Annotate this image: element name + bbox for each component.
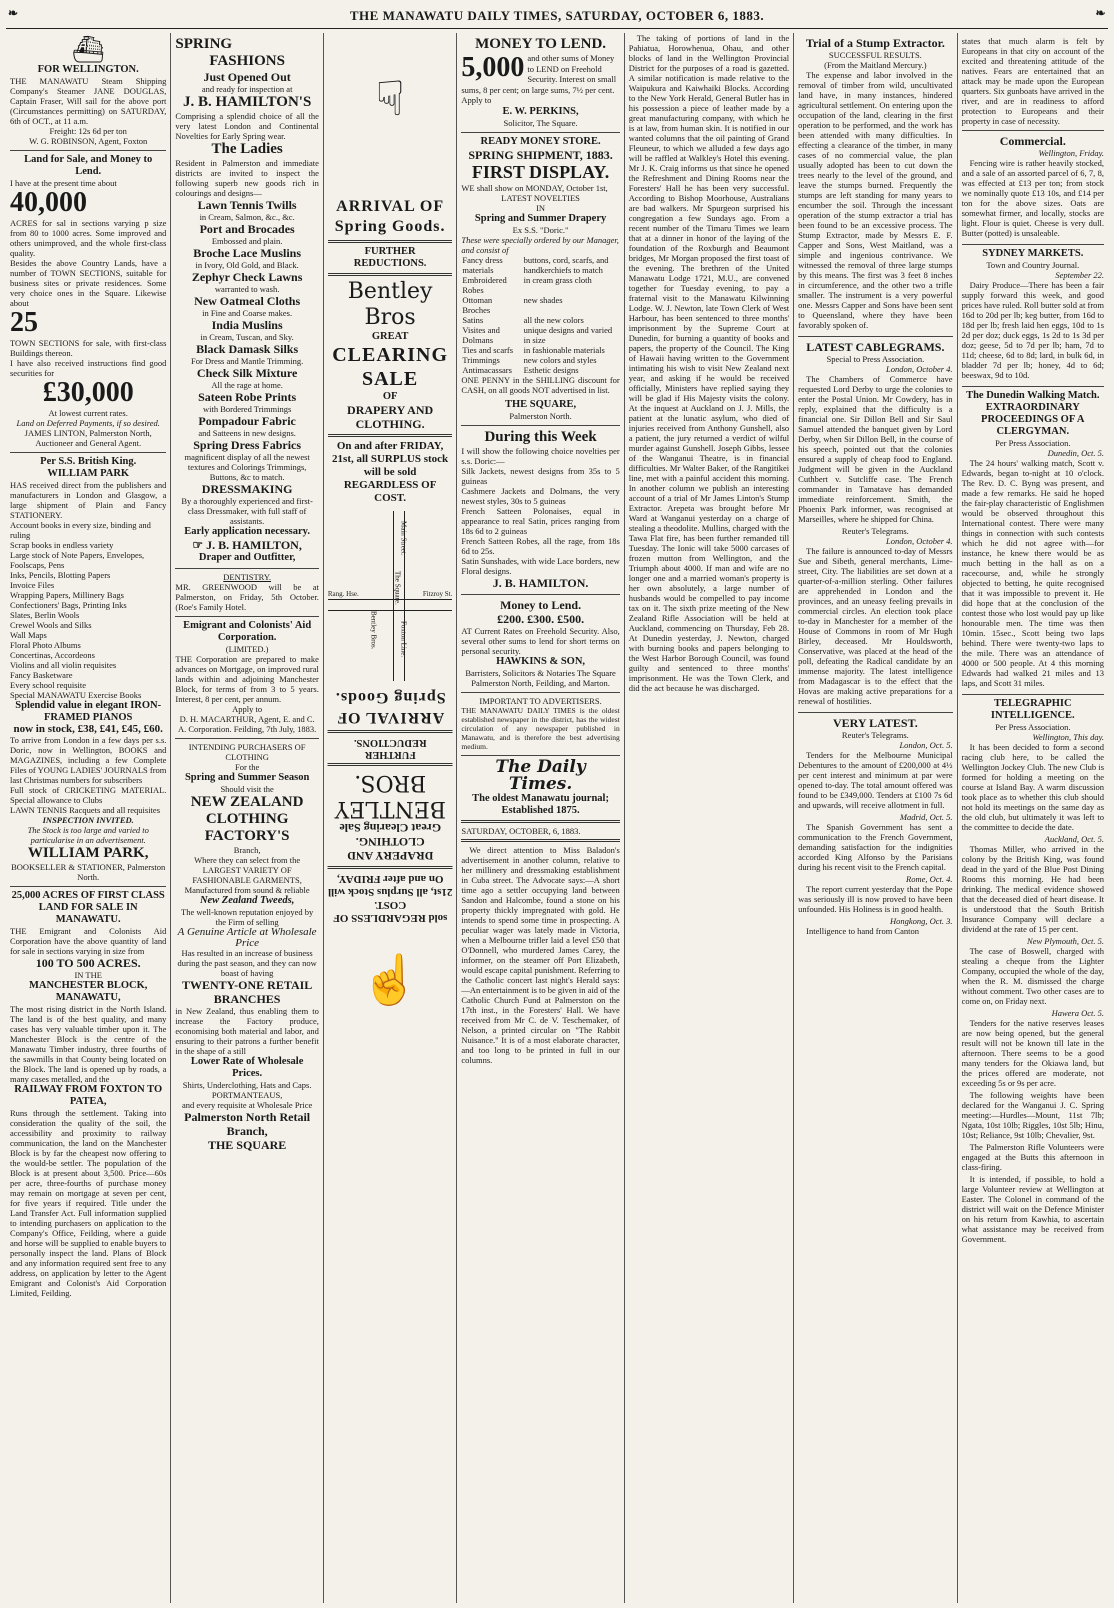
- freight: Freight: 12s 6d per ton: [49, 126, 127, 136]
- during-heading: During this Week: [484, 428, 597, 445]
- goods-name: Spring Dress Fabrics: [193, 438, 302, 452]
- map-label-foxton: Foxton Line.: [399, 621, 408, 658]
- hamilton-text: Comprising a splendid choice of all the very latest London and Continental Novelties for Early Spring wear.: [175, 111, 319, 141]
- comm-date: Wellington, Friday.: [1038, 148, 1105, 158]
- limited: (LIMITED.): [225, 644, 269, 654]
- drapery: DRAPERY AND: [347, 403, 434, 417]
- table-row: Satins all the new colors: [462, 314, 584, 325]
- columns: [6, 33, 1108, 1603]
- funds-figure: £30,000: [42, 377, 134, 408]
- perkins-money-ad: [461, 33, 619, 133]
- vl-rome: Rome, Oct. 4.: [906, 874, 953, 884]
- of: OF: [382, 391, 398, 402]
- land-intro: I have at the present time about: [10, 178, 117, 188]
- block-acres: 100 TO 500 ACRES.: [35, 955, 141, 970]
- town-sections: TOWN SECTIONS for sale, with first-class Buildings thereon.: [10, 338, 167, 358]
- should-visit: Should visit the: [220, 784, 274, 794]
- column-5: [625, 33, 794, 1603]
- goods-name: Sateen Robe Prints: [198, 390, 297, 404]
- pianos-prices: now in stock, £38, £41, £45, £60.: [13, 723, 163, 735]
- apply: Apply to: [232, 704, 263, 714]
- sydney-markets: [962, 245, 1104, 387]
- tele-date: Wellington, This day.: [1032, 732, 1105, 742]
- great: GREAT: [371, 331, 409, 342]
- cablegrams: [798, 337, 952, 713]
- ply-text: The case of Boswell, charged with stealing a cheque from the Lighter Company, occupied the whole of the day, when the R. M. dismissed the charge without comment. Two other cases are to come on, on Friday next.: [961, 946, 1105, 1006]
- ship-text: THE MANAWATU Steam Shipping Company's Steamer JANE DOUGLAS, Captain Fraser, Will sail for the above port (Circumstances permitting) on SATURDAY, 6th of OCT., at 11 a.m.: [10, 76, 167, 126]
- masthead-right-mark: ❧: [1095, 6, 1106, 20]
- editorial-dateline: SATURDAY, OCTOBER, 6, 1883.: [461, 825, 581, 836]
- dressmaking-heading: DRESSMAKING: [201, 482, 293, 496]
- vl-rome-text: The report current yesterday that the Pope was seriously ill is now proved to have been unfounded. His Holiness is in good health.: [798, 884, 953, 914]
- steamship-icon: ⛴: [71, 35, 105, 64]
- latest: LATEST NOVELTIES: [501, 192, 580, 203]
- the-square-heading: THE SQUARE,: [504, 398, 577, 410]
- in: IN: [536, 202, 546, 213]
- emigrant-text: THE Corporation are prepared to make advances on Mortgage, on improved rural lands within and adjoining Manchester Block, for terms of from 3 to 5 years. Interest, 8 per cent, per annum.: [175, 654, 319, 704]
- arrival-heading: ARRIVAL OF Spring Goods.: [334, 198, 446, 235]
- dentistry-ad: [175, 569, 318, 617]
- sale: SALE: [361, 368, 419, 390]
- hawkins-money-ad: [461, 595, 619, 693]
- manchester-block-ad: [10, 887, 166, 1302]
- table-row: Ottoman Broches new shades: [462, 294, 563, 315]
- list-item: Account books in every size, binding and ruling: [10, 520, 151, 540]
- list-item: Confectioners' Bags, Printing Inks: [10, 600, 127, 610]
- dress-text: By a thoroughly experienced and first-class Dressmaker, with full staff of assistants.: [181, 496, 313, 526]
- spring-heading: SPRING: [175, 36, 233, 52]
- perkins: E. W. PERKINS,: [502, 105, 579, 117]
- column-1: [6, 33, 171, 1603]
- acres-figure: 40,000: [10, 187, 87, 218]
- ship-ad: [10, 33, 166, 151]
- goods-desc: in Ivory, Old Gold, and Black.: [195, 260, 299, 270]
- table-row: Ties and scarfs in fashionable materials: [462, 344, 605, 355]
- reuters: Reuter's Telegrams.: [841, 526, 909, 536]
- branch: Branch,: [233, 845, 261, 855]
- money-heading: MONEY TO LEND.: [475, 36, 607, 52]
- further-reductions: FURTHER REDUCTIONS.: [353, 246, 427, 269]
- vl-madrid-text: The Spanish Government has sent a communication to the French Government, demanding satisfaction for the indignities accorded King Alfonso by the Parisians during his recent visit to the French capital.: [798, 822, 953, 872]
- hawkins-sub: Barristers, Solicitors & Notaries The Square Palmerston North, Feilding, and Marton.: [465, 667, 616, 688]
- important-heading: IMPORTANT TO ADVERTISERS.: [479, 695, 602, 706]
- stump-heading: Trial of a Stump Extractor.: [805, 36, 945, 50]
- just-opened: Just Opened Out: [203, 70, 291, 84]
- cables-date2: London, October 4.: [885, 536, 953, 546]
- first-display: FIRST DISPLAY.: [471, 161, 610, 182]
- cables-heading: LATEST CABLEGRAMS.: [806, 340, 945, 354]
- pn: Palmerston North.: [509, 410, 572, 421]
- block-in: IN THE: [74, 969, 102, 980]
- list-item: Fancy Basketware: [10, 670, 73, 680]
- cricket-text: Full stock of CRICKETING MATERIAL. Special allowance to Clubs: [10, 784, 167, 805]
- hawera-text: Tenders for the native reserves leases are now being opened, but the general result will not be known till late in the afternoon. There seems to be a good many tenders for the Okiawa land, but the prices offered are moderate, not exceeding 5s or 9s per acre.: [961, 1018, 1105, 1088]
- comm-text: Fencing wire is rather heavily stocked, and a sale of an assorted parcel of 6, 7, 8, was effected at £13 per ton; from stock we nominally quote £13 10s, and £14 per ton for the above sizes. Oats are somewhat firmer, and locally, stocks are light. Flour is quiet. Cheese is very dull. Butter (potted) is unsaleable.: [961, 158, 1105, 238]
- sydney-text: Dairy Produce—There has been a fair supply forward this week, and good prices have ruled. Roll butter sold at from 16d to 20d per lb; keg butter, from 16d to 18d per lb; fresh laid hen eggs, 10d to 1s 2d per doz; duck eggs, 1s 2d to 1s 3d per doz; geese, 5d to 7d per lb; ham, 7d to 11d; cheese, 6d to 8d; lard, in bulk 6d, in bladder 7d per lb; honey, 4d to 6d; beeswax, 9d to 10d.: [961, 280, 1105, 380]
- paper-title: The Daily Times.: [495, 756, 586, 794]
- street-map: [328, 511, 453, 681]
- goods-name: Port and Brocades: [199, 222, 295, 236]
- list-item: Inks, Pencils, Blotting Papers: [10, 570, 111, 580]
- railway: RAILWAY FROM FOXTON TO PATEA,: [14, 1083, 163, 1107]
- clearing: CLEARING: [332, 344, 449, 366]
- branches-text: in New Zealand, thus enabling them to increase the Factory produce, economising both material and labor, and ensuring to their patrons a further benefit in the shape of a still: [175, 1006, 319, 1057]
- funds-rate: At lowest current rates.: [48, 408, 128, 418]
- money-figure: 5,000: [461, 52, 525, 83]
- list-item: Large stock of Note Papers, Envelopes, Foolscaps, Pens: [10, 550, 145, 570]
- vl-date: London, Oct. 5.: [899, 740, 953, 750]
- auck-date: Auckland, Oct. 5.: [1044, 834, 1105, 844]
- tweeds: New Zealand Tweeds,: [199, 895, 295, 906]
- stump-text: The expense and labor involved in the removal of timber from wild, uncultivated land have, in many instances, hindered agricultural settlement. On entering upon the occupation of the land, clearing in the first operation to be performed, and the work has been attended with many difficulties. In effecting a clearance of the timber, in many cases of no commercial value, the plan usually adopted has been to cut down the trees nearly to the level of the ground, and leave the stumps burned. Frequently the stumps are left standing for many years to encumber the soil. Through the incessant operation of the stump extractor a trial has been found to be an excessive process. The Stump Extractor, made by Messrs E. F. Capper and Sons, West Maitland, was a simple and ingenious contrivance. We witnessed the removal of three large stumps by this means. The first was 3 feet 8 inches in circumference, and the other two a trifle smaller. The instrument is a very powerful one. Messrs Capper and Sons have been sent to Queensland, where they have been favorably spoken of.: [798, 70, 953, 330]
- list-item: Every school requisite: [10, 680, 87, 690]
- ladies-text: Resident in Palmerston and immediate districts are invited to inspect the following superb new goods rich in colourings and designs—: [175, 158, 319, 198]
- during-text: I will show the following choice novelties per s.s. Doric:—: [461, 445, 620, 466]
- vl-text: Tenders for the Melbourne Municipal Debentures to the amount of £200,000 at 4½ per cent interest and minimum at par were opened to-day. The total amount offered was found to be £349,000. Tenders at £100 7s 6d and upwards, will receive allotment in full.: [798, 750, 953, 810]
- list-item: Floral Photo Albums: [10, 640, 81, 650]
- list-item: Crewel Wools and Silks: [10, 620, 92, 630]
- cables-date1: London, October 4.: [885, 364, 953, 374]
- park-text: HAS received direct from the publishers and manufacturers in London and Glasgow, a large shipment of Plain and Fancy STATIONERY.: [10, 480, 167, 520]
- vl-reuters: Reuter's Telegrams.: [841, 730, 909, 740]
- goods-name: Pompadour Fabric: [198, 414, 296, 428]
- map-label-bentley: Bentley Bros.: [369, 611, 378, 650]
- selected: These were specially ordered by our Manager, and consist of: [461, 234, 619, 255]
- paper-sub: The oldest Manawatu journal; Established 1875.: [472, 792, 609, 816]
- amounts: £200. £300. £500.: [497, 611, 585, 626]
- flip-friday: On and after FRIDAY,: [336, 873, 444, 885]
- intending: INTENDING PURCHASERS OF CLOTHING: [188, 742, 306, 762]
- flip-arrival: ARRIVAL OF Spring Goods.: [334, 689, 446, 726]
- land-ad: [10, 151, 166, 453]
- editorial: [461, 756, 619, 1065]
- goods-name: India Muslins: [211, 318, 283, 332]
- bentley-bros: Bentley Bros: [347, 279, 433, 330]
- hawera-date: Hawera Oct. 5.: [1051, 1008, 1105, 1018]
- block-name: MANCHESTER BLOCK, MANAWATU,: [28, 979, 148, 1003]
- clothing-factory-ad: [175, 739, 318, 1156]
- dentist-text: MR. GREENWOOD will be at Palmerston, on Friday, 5th October. (Roe's Family Hotel.: [175, 582, 319, 612]
- stump-article: [798, 33, 952, 337]
- hawkins: HAWKINS & SON,: [496, 655, 586, 667]
- early-application: Early application necessary.: [184, 526, 310, 537]
- important-text: THE MANAWATU DAILY TIMES is the oldest established newspaper in the district, has the widest circulation of any newspaper published in Manawatu, and is therefore the best advertising medium.: [461, 705, 620, 751]
- pointing-hand-icon: ☞: [192, 538, 207, 552]
- railway-text: Runs through the settlement. Taking into consideration the quality of the soil, the accessibility and proximity to railway communication, the land on the Manchester Block is by far the cheapest now offering to the would-be settler. The population of the Block is at present about 3,500. Price—60s per acre, three-fourths of purchase money may remain on mortgage at seven per cent, for five years if required. Title under the Land Transfer Act. Full information supplied to intending purchasers on application to the Company's Office, Feilding, where a guide and horse will be supplied to enable buyers to personally inspect the land. Plans of Block and any information required sent free to any address, on application by letter to the Agent Emigrant and Colonist's Aid Corporation Limited, Feilding.: [10, 1107, 167, 1298]
- spring-drapery: Spring and Summer Drapery: [474, 212, 607, 224]
- flip-surplus: 21st, all Surplus Stock will: [327, 886, 453, 898]
- flip-cost: sold REGARDLESS OF COST.: [332, 899, 448, 924]
- rifle-text: The Palmerston Rifle Volunteers were engaged at the Butts this afternoon in class-firing.: [961, 1142, 1105, 1172]
- commercial: [962, 131, 1104, 245]
- canton-continued: [962, 33, 1104, 131]
- hamilton-name: J. B. HAMILTON'S: [182, 94, 312, 110]
- ship-heading: FOR WELLINGTON.: [37, 64, 139, 75]
- goods-name: Check Silk Mixture: [196, 366, 298, 380]
- column-2: [171, 33, 323, 1603]
- silk-jackets: Silk Jackets, newest designs from 35s to 5 guineas: [461, 465, 620, 486]
- emigrant-ad: [175, 617, 318, 739]
- during-week-ad: [461, 426, 619, 595]
- block-heading: 25,000 ACRES OF FIRST CLASS LAND FOR SALE IN MANAWATU.: [11, 889, 165, 925]
- map-cross-street: [328, 599, 453, 611]
- very-latest: [798, 713, 952, 936]
- walk-date: Dunedin, Oct. 5.: [1047, 448, 1105, 458]
- extra-heading: EXTRAORDINARY PROCEEDINGS OF A CLERGYMAN.: [981, 402, 1085, 437]
- goods-desc: For Dress and Mantle Trimming.: [191, 356, 304, 366]
- list-item: Wrapping Papers, Millinery Bags: [10, 590, 124, 600]
- money2-text: AT Current Rates on Freehold Security. Also, several other sums to lend for short terms on personal security.: [461, 625, 620, 656]
- walk-text: The 24 hours' walking match, Scott v. Edwards, began to-night at 10 o'clock. The Rev. D. C. Byng was present, and made a few remarks. He said he hoped the fair-play characteristic of Englishmen would be observed throughout this International contest. There were many things in connection with such contests which he did not agree with—for instance, he knew there would be as much betting in the hall as on a racecourse, and, while he strongly objected to betting, he quite recognised that it was impossible to prevent it. He did hope that at the conclusion of the contest those who lost would pay up like honourable men. The time was then 10min. 15sec., Scott being two laps behind. There were twenty-two laps to the mile. There was an attendance of 4000 or 500 people. At 4 this morning Edwards had walked 21 miles and 13 laps, and Scott 31 miles.: [961, 458, 1105, 688]
- local-news-text: The taking of portions of land in the Pahiatua, Horowhenua, Ohau, and other blocks of land in the Wellington Provincial District for the purposes of a road is gazetted. A similar notification is made relative to the Waipukura and Kaiwhaiki Blocks. According to the New York Herald, General Butler has in his possession a piece of leather made by a great manufacturing company, with which he is at law, from human skin. It is notified in our wanted columns that the oil painting of Grand Fleuneur, to which we alluded a few days ago will be raffled at Walkley's Hotel this evening. Mr J. K. Craig informs us that since he opened the Refreshment and Dining Rooms near the Foresters' Hall he has been very successful. According to Bishop Moorhouse, Australians are bad walkers. Mr Spurgeon surprised his congregation a few Sundays ago. From a recent number of the Timaru Times we learn that at a dinner in honor of the laying of the foundation of the Roxburgh and Beaumont bridges, Mr Morgan proposed the first toast of the evening. The brethren of the United Manawatu Lodge 1721, M.U., are convened together for Tuesday evening, to pay a fraternal visit to the Manawatu Kilwinning Lodge. W. J. Newton, late Town Clerk of West Harbour, has been sentenced to three months' imprisonment by the Supreme Court at Dunedin, for burning a quantity of books and papers, the property of the Council. The King of Hawaii having written to the Government intimating his wish to visit New Zealand next year, and asking if he would be received officially, Ministers have replied saying they will be glad if His Majesty visits the colony. At the inquest at Auckland on J. J. Mills, the patient at the lunatic asylum, who died of injuries received from Anthony Gunshell, also a patient, the jury returned a verdict of wilful murder against Gunshell. Joseph Gibbs, lessee of the Wanganui Theatre, is in financial difficulties. Mr Walter Baker, of the Rangitikei line, met with a painful accident this morning. In another column we publish an interesting account of a trial of Mr James Linton's Stump Extractor. Arepeta was brought before Mr Ward at Wanganui yesterday on a charge of stealing a theodolite. Mullins, charged with the Tawa Flat fire, has been further remanded till Tuesday. The Ionic will take 5000 carcases of frozen mutton from Wellington, and the Triumph about 4000. If man and wife are no longer one and a married woman's property is her own absolutely, a large number of husbands would be compelled to pay income tax on it. The sixth prize meeting of the New Zealand Rifle Association will be held at Auckland, commencing on Thursday, Feb 28. At Dunedin yesterday, J. Newton, charged with burning books and papers belonging to the West Harbor Borough Council, was found guilty and sentenced to three months' imprisonment. He was the Town Clerk, and did the act because he was discharged.: [628, 33, 790, 693]
- very-latest-heading: VERY LATEST.: [833, 716, 918, 730]
- list-item: Wall Maps: [10, 630, 47, 640]
- vl-madrid: Madrid, Oct. 5.: [899, 812, 953, 822]
- french-polonaises: French Satteen Polonaises, equal in appearance to real Satin, prices ranging from 18s 6d to 2 guineas: [461, 505, 620, 536]
- goods-desc: in Cream, Salmon, &c., &c.: [199, 212, 295, 222]
- goods-desc: All the rage at home.: [211, 380, 283, 390]
- ladies-heading: The Ladies: [211, 141, 283, 157]
- tele-src: Per Press Association.: [995, 722, 1071, 732]
- doric: Ex S.S. "Doric.": [512, 224, 569, 235]
- tennis-text: LAWN TENNIS Racquets and all requisites: [10, 804, 161, 815]
- every-requisite: and every requisite at Wholesale Price: [181, 1100, 313, 1111]
- telegraphic: [962, 695, 1104, 1244]
- column-6: [794, 33, 957, 1603]
- pointing-hand-down-icon: ☟: [375, 73, 405, 126]
- goods-desc: in Cream, Tuscan, and Sky.: [200, 332, 294, 342]
- deferred: Land on Deferred Payments, if so desired.: [16, 418, 160, 428]
- goods-desc: and Satteens in new designs.: [198, 428, 296, 438]
- stump-sub: SUCCESSFUL RESULTS.: [828, 50, 922, 60]
- acres-text: ACRES for sal in sections varying p size from 80 to 1000 acres. Some improved and others unimproved, and the whole first-class quality.: [10, 218, 167, 258]
- important-notice: [461, 693, 619, 756]
- inverted-ad: [328, 687, 453, 924]
- masthead: [6, 4, 1108, 29]
- pointing-hand-up-icon: ☝: [360, 954, 420, 1007]
- tele-text: It has been decided to form a second racing club here, to be called the Wellington Jockey Club. The new Club is formed for holding a meeting on the course at Island Bay. A warm discussion took place as to whether this club should not hold its meetings on the same day as the old club, but ultimately it was left to the committee to decide the date.: [961, 742, 1105, 832]
- where-text: Where they can select from the LARGEST VARIETY OF FASHIONABLE GARMENTS, Manufactured from sound & reliable: [184, 855, 310, 895]
- rifle-more: It is intended, if possible, to hold a large Volunteer review at Wellington at Easter. The Colonel in command of the district will wait on the Defence Minister on his return from Kawhia, to ascertain what assistance may be received from Government.: [961, 1174, 1105, 1244]
- inspection-note: The Stock is too large and varied to particularise in an advertisement.: [27, 824, 149, 845]
- goods-name: Broche Lace Muslins: [193, 246, 302, 260]
- table-row: Embroidered Robes in cream grass cloth: [462, 274, 592, 295]
- cables-sub: Special to Press Association.: [826, 354, 925, 364]
- clothing: CLOTHING.: [355, 417, 425, 431]
- town-figure: 25: [10, 307, 38, 338]
- palmerston-branch: Palmerston North Retail Branch,: [184, 1110, 311, 1139]
- tele-heading: TELEGRAPHIC INTELLIGENCE.: [990, 698, 1075, 721]
- emigrant-heading: Emigrant and Colonists' Aid Corporation.: [183, 620, 312, 643]
- list-item: Scrap books in endless variety: [10, 540, 114, 550]
- genuine: A Genuine Article at Wholesale Price: [177, 926, 317, 949]
- cashmere: Cashmere Jackets and Dolmans, the very newest styles, 30s to 5 guineas: [461, 485, 620, 506]
- fashions-heading: FASHIONS: [209, 53, 285, 69]
- french-robes: French Satteen Robes, all the rage, from 18s 6d to 25s.: [461, 535, 620, 556]
- block-intro: THE Emigrant and Colonists Aid Corporation have the above quantity of land for sale in sections varying in size from: [10, 925, 167, 956]
- goods-name: New Oatmeal Cloths: [194, 294, 301, 308]
- park-sub: BOOKSELLER & STATIONER, Palmerston North.: [11, 861, 166, 882]
- block-text: The most rising district in the North Island. The land is of the best quality, and many cases has very valuable timber upon it. The Manchester Block is the centre of the Manawatu Timber industry, three fourths of the sawmills in that County being located on the Block. The land is opened up by roads, a many cases metalled, and the: [10, 1003, 167, 1084]
- map-label-rangitikei: Rang. Hse.: [327, 590, 359, 598]
- macarthur: D. H. MACARTHUR, Agent, E. and C. A. Corporation. Feilding, 7th July, 1883.: [177, 714, 317, 734]
- spring-shipment: SPRING SHIPMENT, 1883.: [468, 147, 613, 162]
- list-item: Invoice Files: [10, 580, 55, 590]
- wellknown: The well-known reputation enjoyed by the Firm of selling: [181, 907, 314, 927]
- money-text: and other sums of Money to LEND on Freehold Security. Interest on small sums, 8 per cent; on large sums, 7½ per cent. Apply to: [461, 53, 617, 106]
- linton-signature: JAMES LINTON, Palmerston North, Auctioneer and General Agent.: [24, 428, 152, 448]
- flip-further: FURTHER REDUCTIONS.: [353, 737, 427, 760]
- ply-date: New Plymouth, Oct. 5.: [1027, 936, 1105, 946]
- land-heading: Land for Sale, and Money to Lend.: [24, 154, 153, 177]
- park-big-name: WILLIAM PARK,: [27, 844, 149, 861]
- park-list: [10, 520, 166, 700]
- opening-text: states that much alarm is felt by Europeans in that city on account of the excited and threatening attitude of the natives. Fears are entertained that an attack may be made upon the European quarters. Six gunboats have arrived in the river, and are in readiness to afford protection to Europeans and their property in case of necessity.: [961, 36, 1105, 126]
- park-name: WILLIAM PARK: [47, 468, 130, 479]
- column-7: [958, 33, 1108, 1603]
- walking-match: [962, 387, 1104, 695]
- perkins-sub: Solicitor, The Square.: [503, 117, 578, 128]
- ready-money-store-ad: [461, 133, 619, 426]
- park-stationery-ad: [10, 453, 166, 887]
- list-item: Concertinas, Accordeons: [10, 650, 95, 660]
- the-square: THE SQUARE: [207, 1138, 287, 1153]
- sydney-src: Town and Country Journal.: [986, 260, 1080, 270]
- map-label-square: The Square.: [393, 571, 402, 605]
- funds-text: I have also received instructions find good securities for: [10, 358, 167, 378]
- table-row: Fancy dress materials buttons, cord, scarfs, and handkerchiefs to match: [462, 254, 609, 275]
- table-row: Visites and Dolmans unique designs and varied in size: [462, 324, 613, 345]
- dentistry-heading: DENTISTRY.: [223, 572, 272, 582]
- walking-heading: The Dunedin Walking Match.: [966, 390, 1100, 401]
- editorial-text: We direct attention to Miss Baladon's advertisement in another column, relative to her millinery and dressmaking establishment in Cuba street. The Advocate says:—A short time ago a settler occupying land between Sandon and Halcombe, found a stone on his property thickly impregnated with gold. He intends to spend some time in prospecting. A peculiar wager was lately made in Victoria, when a Melbourne trifler laid a level £50 that O'Donnell, who murdered James Carey, the informer, on the steamer off Port Elizabeth, would escape capital punishment. Referring to the Catholic concert last night's Herald says:—An entertainment is to be given in aid of the Catholic Church Fund at Palmerston on the 17th inst., in the Foresters' Hall. We have received from Mr C. de V. Teschemaker, of Nelson, a printed circular on "The Rabbit Nuisance." It is of a most elaborate character, and too long to be printed in full in our columns.: [461, 844, 620, 1065]
- flip-bentley: BENTLEY BROS.: [334, 770, 446, 821]
- jbh-signature: J. B. HAMILTON.: [492, 575, 589, 590]
- goods-list: [175, 198, 318, 482]
- for-the: For the: [234, 762, 260, 772]
- cables-text: The Chambers of Commerce have requested Lord Derby to urge the colonies to enter the Postal Union. Mr Cowdery, has in reply, explained that the difficulty is a financial one. Sir Dillon Bell and Sir Saul Samuel attended the banquet given by Lord Derby, when Sir Dillon Bell, in the course of his speech, pointed out that the colonies ensured a supply of cheap food to England. Judgment will be given in the Auckland Cuthbert v. Sutcliffe case. The French commander in Tamatave has demanded immediate reinforcement. Smith, the Phoenix Park informer, was recognised at Marseilles, where he shipped for China.: [798, 374, 953, 524]
- pianos-heading: Splendid value in elegant IRON-FRAMED PIANOS: [15, 700, 162, 723]
- column-4: [457, 33, 624, 1603]
- table-row: Antimacassars Esthetic designs: [462, 364, 579, 375]
- cables-text2: The failure is announced to-day of Messrs Sue and Sibeth, general merchants, Lime-street, City. The liabilities are set down at a quarter-of-a-million sterling. Other failures are apprehended in London and the provinces, and an uneasy feeling prevails in commercial circles. An election took place to-day in Manchester for a member of the House of Commons in room of Mr Hugh Birley, deceased. Mr Houldsworth, Conservative, was placed at the head of the poll, defeating the Radical candidate by an immense majority. The latest intelligence from Madagascar is to the effect that the Hovas are making active preparations for a renewal of hostilities.: [798, 546, 953, 706]
- draper-name: ☞ J. B. HAMILTON,: [192, 538, 302, 552]
- display-text: WE shall show on MONDAY, October 1st,: [461, 182, 608, 193]
- lower-rate: Lower Rate of Wholesale Prices.: [190, 1056, 304, 1080]
- map-label-fitzroy: Fitzroy St.: [422, 590, 453, 598]
- sydney-date: September 22.: [1055, 270, 1105, 280]
- auck-text: Thomas Miller, who arrived in the colony by the British King, was found dead in the yard of the Blue Post Dining Rooms this morning. He had been drinking. The medical evidence showed that the deceased died of heart disease. It is understood that the South British Insurance Company will declare a dividend at the rate of 15 per cent.: [961, 844, 1105, 934]
- flip-clothing: DRAPERY AND CLOTHING.: [347, 835, 434, 863]
- goods-desc: Embossed and plain.: [211, 236, 283, 246]
- draper-sub: Draper and Outfitter,: [198, 552, 296, 563]
- park-ship: Per S.S. British King.: [40, 456, 137, 467]
- one-penny: ONE PENNY in the SHILLING discount for CASH, on all goods NOT advertised in list.: [461, 374, 620, 395]
- walk-src: Per Press Association.: [995, 438, 1071, 448]
- season: Spring and Summer Season: [184, 772, 310, 783]
- items-table: [461, 255, 619, 375]
- ready-money: READY MONEY STORE.: [480, 135, 601, 147]
- sydney-heading: SYDNEY MARKETS.: [982, 248, 1084, 259]
- resulted: Has resulted in an increase of business during the past season, and they can now boast of having: [177, 948, 317, 979]
- sunshades: Satin Sunshades, with wide Lace borders, new Floral designs.: [461, 555, 620, 576]
- masthead-title: THE MANAWATU DAILY TIMES, SATURDAY, OCTOBER 6, 1883.: [349, 8, 765, 23]
- stump-source: (From the Maitland Mercury.): [824, 60, 927, 70]
- goods-name: Lawn Tennis Twills: [197, 198, 297, 212]
- weights-text: The following weights have been declared for the Wanganui J. C. Spring meeting:—Hurdles—Mount, 11st 7lb; Ngata, 10st 10lb; Riggles, 10st 5lb; Hinu, 10st; Reliance, 9st 10lb; Chevalier, 9st.: [961, 1090, 1105, 1140]
- money2-heading: Money to Lend.: [500, 597, 582, 612]
- list-item: Violins and all violin requisites: [10, 660, 117, 670]
- vl-hongkong-text: Intelligence to hand from Canton: [806, 926, 919, 936]
- goods-name: Black Damask Silks: [196, 342, 299, 356]
- shirts: Shirts, Underclothing, Hats and Caps.: [182, 1080, 312, 1091]
- column-3: [324, 33, 458, 1603]
- goods-name: Zephyr Check Lawns: [191, 270, 303, 284]
- masthead-left-mark: ❧: [8, 6, 19, 20]
- town-text: Besides the above Country Lands, have a number of TOWN SECTIONS, suitable for business sites or private residences. Some very choice ones in the Square. Likewise about: [10, 258, 167, 308]
- goods-desc: magnificent display of all the newest textures and Colorings Trimmings, Buttons, &c to match.: [184, 452, 310, 482]
- flip-great: Great Clearing Sale: [339, 821, 441, 835]
- ship-agent: W. G. ROBINSON, Agent, Foxton: [29, 136, 148, 146]
- map-label-main: Main Street.: [399, 521, 408, 556]
- twentyone: TWENTY-ONE RETAIL BRANCHES: [181, 978, 313, 1007]
- table-row: Trimmings new colors and styles: [462, 354, 597, 365]
- goods-desc: warranted to wash.: [214, 284, 280, 294]
- goods-desc: with Bordered Trimmings: [202, 404, 292, 414]
- inspection: INSPECTION INVITED.: [42, 814, 134, 825]
- friday-text: On and after FRIDAY, 21st, all SURPLUS stock will be sold REGARDLESS OF COST.: [332, 440, 449, 504]
- ready-text: and ready for inspection at: [201, 84, 293, 94]
- nz-clothing: NEW ZEALAND CLOTHING FACTORY'S: [190, 794, 304, 844]
- hamilton-fashions-ad: [175, 33, 318, 569]
- commercial-heading: Commercial.: [999, 134, 1066, 148]
- portmanteaus: PORTMANTEAUS,: [211, 1090, 283, 1101]
- vl-hongkong: Hongkong, Oct. 3.: [890, 916, 953, 926]
- london-text: To arrive from London in a few days per s.s. Doric, now in Wellington, BOOKS and MAGAZINES, including a few Complete Files of YOUNG LADIES' JOURNALS from last Christmas numbers for subscribers: [10, 734, 167, 785]
- list-item: Special MANAWATU Exercise Books: [10, 690, 142, 700]
- goods-desc: in Fine and Coarse makes.: [202, 308, 293, 318]
- list-item: Slates, Berlin Wools: [10, 610, 80, 620]
